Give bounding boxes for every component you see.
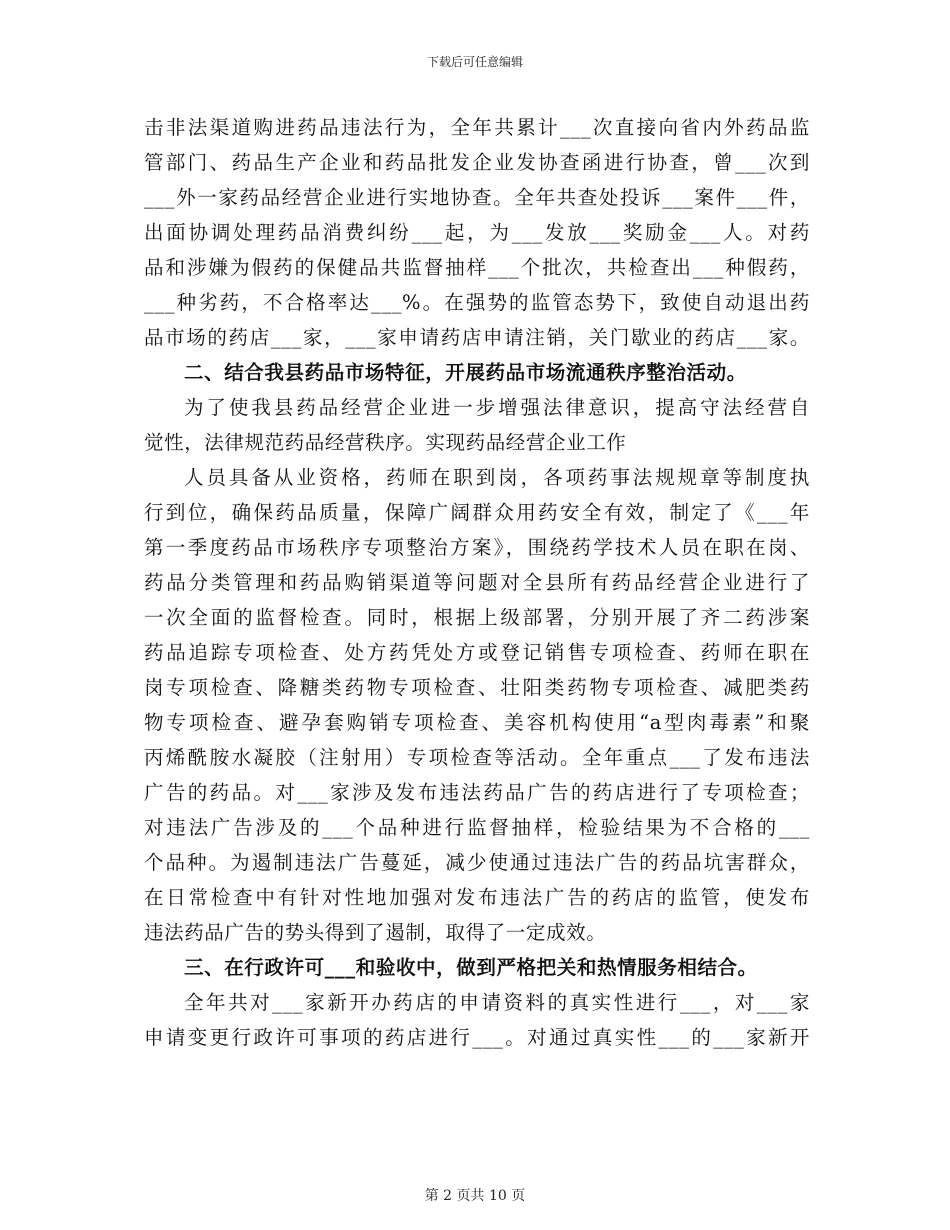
text-line: ___外一家药品经营企业进行实地协查。全年共查处投诉___案件___件， (144, 186, 810, 209)
section-heading: 三、在行政许可___和验收中，做到严格把关和热情服务相结合。 (184, 956, 758, 979)
text-line: 在日常检查中有针对性地加强对发布违法广告的药店的监管，使发布 (144, 886, 810, 909)
text-line: 个品种。为遏制违法广告蔓延，减少使通过违法广告的药品坑害群众， (144, 851, 810, 874)
text-line: 人员具备从业资格，药师在职到岗，各项药事法规规章等制度执 (184, 466, 810, 489)
text-line: 丙烯酰胺水凝胶（注射用）专项检查等活动。全年重点___了发布违法 (144, 746, 810, 769)
page-footer: 第 2 页共 10 页 (424, 1188, 526, 1204)
text-line: 对违法广告涉及的___个品种进行监督抽样，检验结果为不合格的___ (144, 816, 810, 839)
text-line: 全年共对___家新开办药店的申请资料的真实性进行___，对___家 (184, 991, 810, 1014)
text-line: 第一季度药品市场秩序专项整治方案》，围绕药学技术人员在职在岗、 (144, 536, 810, 559)
text-line: 物专项检查、避孕套购销专项检查、美容机构使用“a型肉毒素”和聚 (144, 711, 810, 734)
text-line: 药品追踪专项检查、处方药凭处方或登记销售专项检查、药师在职在 (144, 641, 810, 664)
text-line: 出面协调处理药品消费纠纷___起，为___发放___奖励金___人。对药 (144, 221, 810, 244)
text-line: 申请变更行政许可事项的药店进行___。对通过真实性___的___家新开 (144, 1026, 810, 1049)
text-line: 一次全面的监督检查。同时，根据上级部署，分别开展了齐二药涉案 (144, 606, 810, 629)
text-line: 管部门、药品生产企业和药品批发企业发协查函进行协查，曾___次到 (144, 151, 810, 174)
text-line: ___种劣药，不合格率达___%。在强势的监管态势下，致使自动退出药 (144, 291, 810, 314)
text-line: 广告的药品。对___家涉及发布违法药品广告的药店进行了专项检查； (144, 781, 810, 804)
text-line: 击非法渠道购进药品违法行为，全年共累计___次直接向省内外药品监 (144, 116, 810, 139)
text-line: 觉性，法律规范药品经营秩序。实现药品经营企业工作 (144, 431, 627, 454)
section-heading: 二、结合我县药品市场特征，开展药品市场流通秩序整治活动。 (184, 361, 747, 384)
document-body (144, 110, 810, 1055)
text-line: 药品分类管理和药品购销渠道等问题对全县所有药品经营企业进行了 (144, 571, 810, 594)
text-line: 行到位，确保药品质量，保障广阔群众用药安全有效，制定了《___年 (144, 501, 810, 524)
text-line: 岗专项检查、降糖类药物专项检查、壮阳类药物专项检查、减肥类药 (144, 676, 810, 699)
text-line: 品市场的药店___家，___家申请药店申请注销，关门歇业的药店___家。 (144, 326, 810, 349)
text-line: 品和涉嫌为假药的保健品共监督抽样___个批次，共检查出___种假药， (144, 256, 810, 279)
page-header: 下载后可任意编辑 (426, 55, 523, 69)
text-line: 为了使我县药品经营企业进一步增强法律意识，提高守法经营自 (184, 396, 810, 419)
text-line: 违法药品广告的势头得到了遏制，取得了一定成效。 (144, 921, 607, 944)
